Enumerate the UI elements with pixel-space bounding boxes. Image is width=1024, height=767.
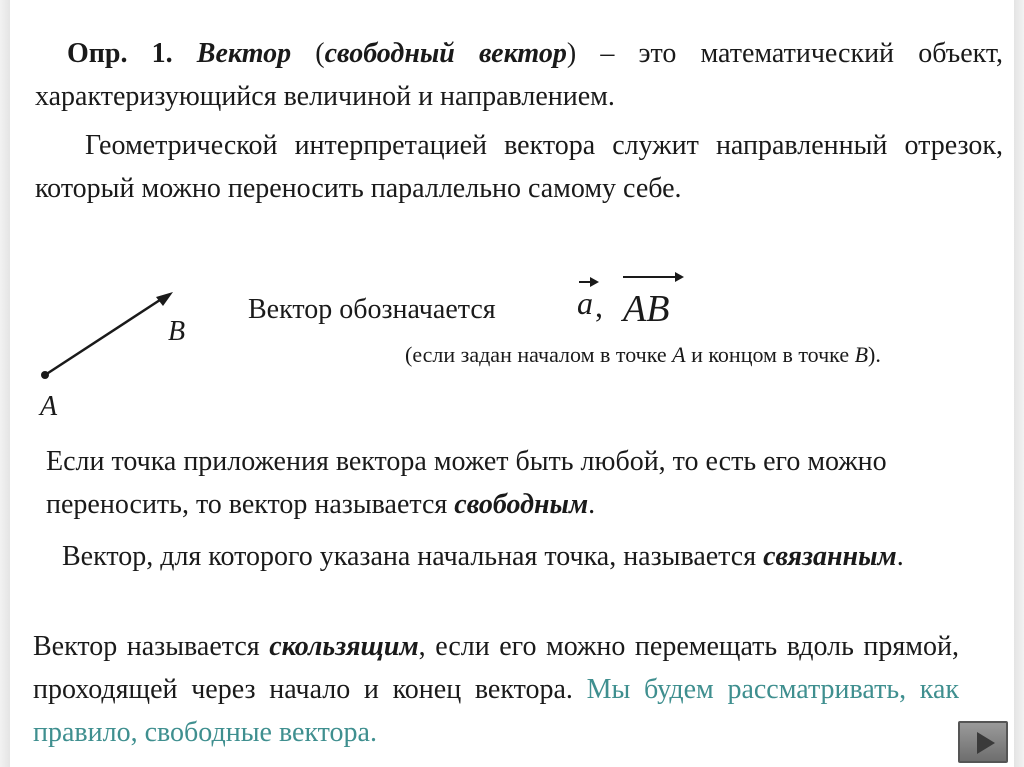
free-vector-term: свободным <box>454 489 589 520</box>
vector-segment <box>45 298 163 375</box>
slide-border-right <box>1014 0 1024 767</box>
vector-ab-arrow <box>623 276 678 278</box>
definition-alt-term: свободный вектор <box>324 38 567 69</box>
sliding-vector-term: скользящим <box>269 631 419 662</box>
point-label-b: B <box>168 316 186 347</box>
next-slide-button[interactable] <box>958 721 1008 763</box>
definition-term: Вектор <box>196 38 292 69</box>
notation-comma: , <box>595 288 603 324</box>
point-label-a: A <box>40 391 58 422</box>
bound-vector-text: Вектор, для которого указана начальная точка, называется <box>62 541 764 572</box>
slide-border-left <box>0 0 10 767</box>
free-vector-paragraph: Если точка приложения вектора может быть любой, то есть его можно переносить, то вектор называется свободным. <box>46 446 887 520</box>
vector-arrowhead <box>156 292 173 306</box>
definition-paren: ( <box>291 38 325 69</box>
vector-diagram <box>30 285 230 425</box>
notation-formula <box>575 272 695 332</box>
bound-vector-paragraph: Вектор, для которого указана начальная точка, называется связанным. <box>62 541 904 572</box>
vector-start-point <box>41 371 49 379</box>
geometric-paragraph <box>35 124 1003 210</box>
geometric-text: Геометрической интерпретацией вектора служит направленный отрезок, который можно переносить параллельно самому себе. <box>35 130 1003 204</box>
vector-ab-symbol: AB <box>623 288 670 330</box>
sliding-vector-text: Вектор называется <box>33 631 270 662</box>
notation-condition: (если задан началом в точке A и концом в точке B). <box>405 342 881 367</box>
play-next-icon <box>977 732 995 754</box>
sliding-vector-paragraph: Вектор называется скользящим, если его можно перемещать вдоль прямой, проходящей через начало и конец вектора. Мы будем рассматривать, как правило, свободные вектора. <box>33 631 959 748</box>
notation-label: Вектор обозначается <box>248 294 496 325</box>
vector-a-symbol: a <box>577 285 593 321</box>
bound-vector-term: связанным <box>763 541 897 572</box>
definition-prefix: Опр. 1. <box>67 38 173 69</box>
definition-text: ) – это математический объект, характеризующийся величиной и направлением. <box>35 38 1004 112</box>
sliding-vector-note: Мы будем рассматривать, как правило, свободные вектора. <box>33 674 959 748</box>
vector-ab-arrowhead <box>675 272 684 282</box>
definition-paragraph <box>35 32 1003 118</box>
free-vector-text: Если точка приложения вектора может быть любой, то есть его можно переносить, то вектор называется <box>46 446 887 520</box>
